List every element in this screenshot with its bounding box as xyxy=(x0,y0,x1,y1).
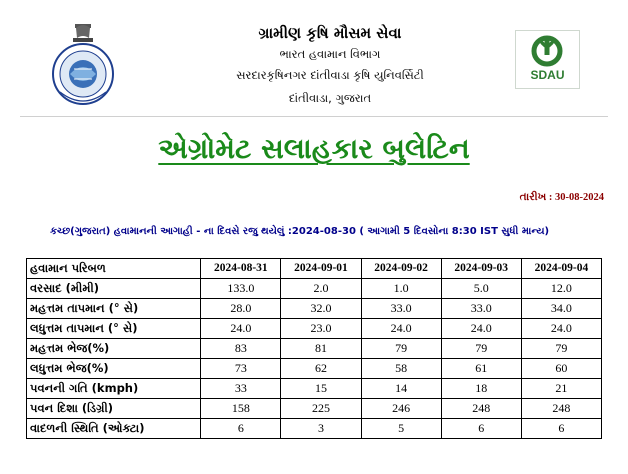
table-header-row xyxy=(27,259,602,279)
table-cell: 18 xyxy=(441,379,521,399)
table-row xyxy=(27,319,602,339)
row-label: વાદળની સ્થિતિ (ઓક્ટા) xyxy=(27,419,201,439)
table-cell: 79 xyxy=(361,339,441,359)
table-row xyxy=(27,379,602,399)
bulletin-header xyxy=(0,0,628,118)
table-cell: 73 xyxy=(201,359,281,379)
table-cell: 61 xyxy=(441,359,521,379)
table-cell: 2.0 xyxy=(281,279,361,299)
table-cell: 248 xyxy=(441,399,521,419)
row-label: મહત્તમ તાપમાન (° સે) xyxy=(27,299,201,319)
org-name-line: ગ્રામીણ કૃષિ મૌસમ સેવા xyxy=(258,24,402,42)
table-cell: 33 xyxy=(201,379,281,399)
table-cell: 33.0 xyxy=(441,299,521,319)
column-header-date: 2024-09-04 xyxy=(521,259,601,279)
table-cell: 21 xyxy=(521,379,601,399)
forecast-description: કચ્છ(ગુજરાત) હવામાનની આગાહી - ના દિવસે રજુ થયેલું :2024-08-30 ( આગામી 5 દિવસોના 8:30 IST સુધી માન્ય) xyxy=(50,226,550,237)
table-row xyxy=(27,419,602,439)
location-line: દાંતીવાડા, ગુજરાત xyxy=(288,91,372,105)
table-cell: 1.0 xyxy=(361,279,441,299)
table-cell: 32.0 xyxy=(281,299,361,319)
table-row xyxy=(27,399,602,419)
table-cell: 81 xyxy=(281,339,361,359)
table-cell: 24.0 xyxy=(201,319,281,339)
table-cell: 15 xyxy=(281,379,361,399)
table-cell: 3 xyxy=(281,419,361,439)
sdau-logo-text: SDAU xyxy=(530,68,565,82)
table-cell: 28.0 xyxy=(201,299,281,319)
table-cell: 58 xyxy=(361,359,441,379)
table-cell: 248 xyxy=(521,399,601,419)
table-row xyxy=(27,299,602,319)
table-row xyxy=(27,339,602,359)
table-cell: 83 xyxy=(201,339,281,359)
table-cell: 6 xyxy=(441,419,521,439)
table-cell: 62 xyxy=(281,359,361,379)
table-cell: 24.0 xyxy=(521,319,601,339)
row-label: લધુત્તમ તાપમાન (° સે) xyxy=(27,319,201,339)
table-cell: 133.0 xyxy=(201,279,281,299)
table-row xyxy=(27,279,602,299)
row-label: પવન દિશા (ડિગ્રી) xyxy=(27,399,201,419)
table-cell: 60 xyxy=(521,359,601,379)
weather-forecast-table xyxy=(26,258,602,439)
column-header-date: 2024-09-02 xyxy=(361,259,441,279)
row-label: મહત્તમ ભેજ(%) xyxy=(27,339,201,359)
table-cell: 6 xyxy=(521,419,601,439)
bulletin-date: તારીખ : 30-08-2024 xyxy=(519,192,604,203)
row-label: પવનની ગતિ (kmph) xyxy=(27,379,201,399)
column-header-date: 2024-09-03 xyxy=(441,259,521,279)
table-cell: 246 xyxy=(361,399,441,419)
table-cell: 6 xyxy=(201,419,281,439)
table-cell: 33.0 xyxy=(361,299,441,319)
column-header-date: 2024-09-01 xyxy=(281,259,361,279)
header-divider xyxy=(20,116,608,117)
row-label: વરસાદ (મીમી) xyxy=(27,279,201,299)
table-cell: 24.0 xyxy=(441,319,521,339)
table-cell: 23.0 xyxy=(281,319,361,339)
imd-emblem-icon xyxy=(48,22,118,110)
table-cell: 225 xyxy=(281,399,361,419)
column-header-parameter: હવામાન પરિબળ xyxy=(27,259,201,279)
table-cell: 79 xyxy=(521,339,601,359)
table-cell: 34.0 xyxy=(521,299,601,319)
table-cell: 14 xyxy=(361,379,441,399)
university-line: સરદારકૃષિનગર દાંતીવાડા કૃષિ યુનિવર્સિટી xyxy=(236,68,424,82)
table-cell: 5 xyxy=(361,419,441,439)
table-row xyxy=(27,359,602,379)
table-cell: 24.0 xyxy=(361,319,441,339)
table-cell: 158 xyxy=(201,399,281,419)
table-cell: 5.0 xyxy=(441,279,521,299)
column-header-date: 2024-08-31 xyxy=(201,259,281,279)
table-cell: 79 xyxy=(441,339,521,359)
row-label: લધુત્તમ ભેજ(%) xyxy=(27,359,201,379)
sdau-logo xyxy=(515,30,580,89)
department-line: ભારત હવામાન વિભાગ xyxy=(279,47,381,61)
bulletin-title: એગ્રોમેટ સલાહકાર બુલેટિન xyxy=(158,132,470,165)
table-cell: 12.0 xyxy=(521,279,601,299)
